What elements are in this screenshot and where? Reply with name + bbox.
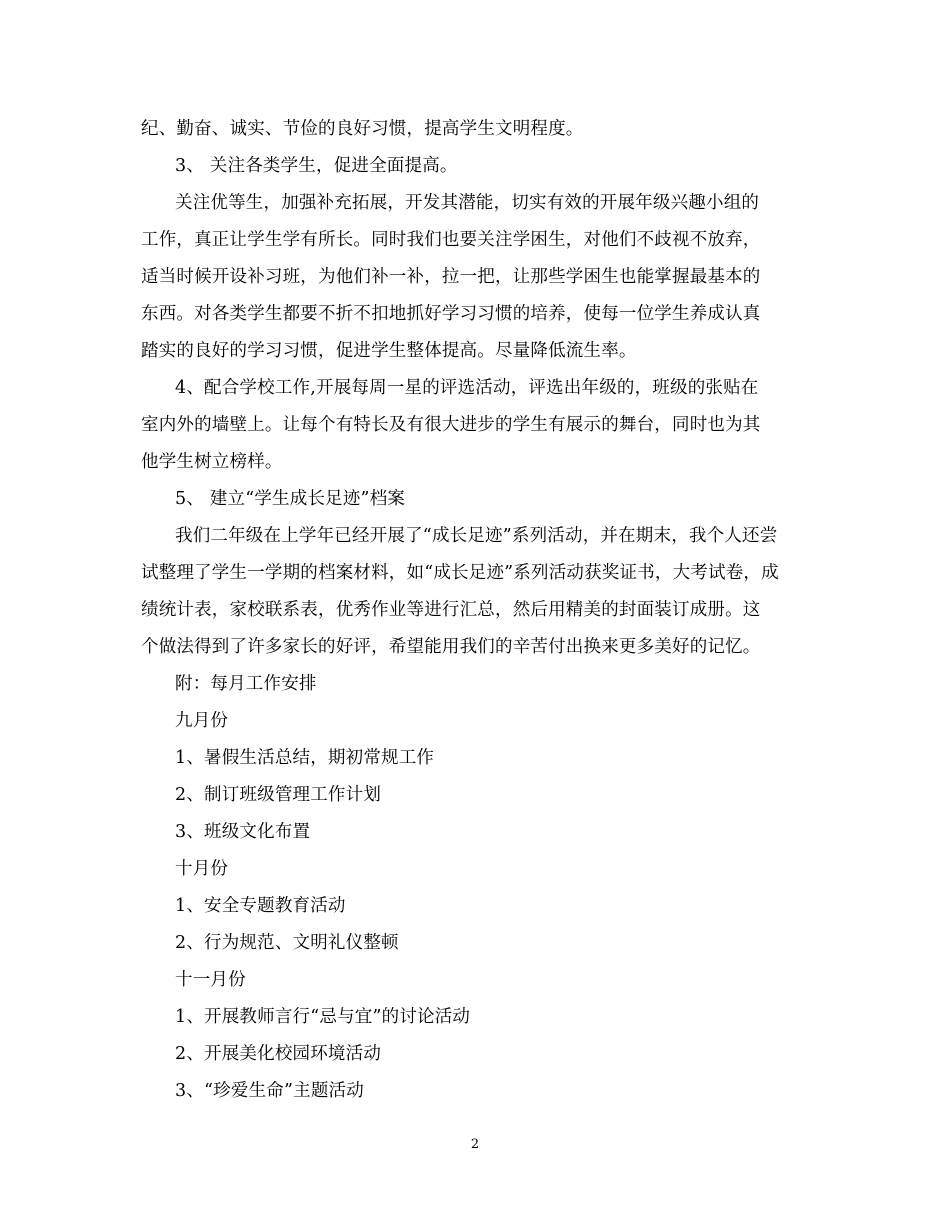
text-line: 九月份	[175, 711, 229, 731]
text-line: 工作，真正让学生学有所长。同时我们也要关注学困生，对他们不歧视不放弃，	[141, 230, 761, 250]
text-line: 我们二年级在上学年已经开展了“成长足迹”系列活动，并在期末，我个人还尝	[175, 526, 778, 546]
text-line: 5、 建立“学生成长足迹”档案	[175, 489, 406, 509]
text-line: 2、开展美化校园环境活动	[175, 1044, 382, 1064]
text-line: 1、暑假生活总结，期初常规工作	[175, 748, 435, 768]
text-line: 试整理了学生一学期的档案材料，如“成长足迹”系列活动获奖证书，大考试卷，成	[141, 563, 779, 583]
text-line: 踏实的良好的学习习惯，促进学生整体提高。尽量降低流生率。	[141, 341, 637, 361]
text-line: 3、“珍爱生命”主题活动	[175, 1081, 364, 1101]
text-line: 1、安全专题教育活动	[175, 896, 346, 916]
text-line: 3、 关注各类学生，促进全面提高。	[175, 156, 458, 176]
text-line: 3、班级文化布置	[175, 822, 311, 842]
text-line: 1、开展教师言行“忌与宜”的讨论活动	[175, 1007, 471, 1027]
text-line: 东西。对各类学生都要不折不扣地抓好学习习惯的培养，使每一位学生养成认真	[141, 304, 761, 324]
text-line: 附：每月工作安排	[175, 674, 317, 694]
text-line: 十一月份	[175, 970, 246, 990]
text-line: 室内外的墙壁上。让每个有特长及有很大进步的学生有展示的舞台，同时也为其	[141, 415, 761, 435]
text-line: 绩统计表，家校联系表，优秀作业等进行汇总，然后用精美的封面装订成册。这	[141, 600, 761, 620]
text-line: 个做法得到了许多家长的好评，希望能用我们的辛苦付出换来更多美好的记忆。	[141, 637, 761, 657]
text-line: 他学生树立榜样。	[141, 452, 283, 472]
text-line: 十月份	[175, 859, 229, 879]
text-line: 纪、勤奋、诚实、节俭的良好习惯，提高学生文明程度。	[141, 119, 584, 139]
page-number: 2	[470, 1137, 480, 1152]
text-line: 2、制订班级管理工作计划	[175, 785, 382, 805]
document-body	[141, 111, 816, 1110]
text-line: 关注优等生，加强补充拓展，开发其潜能，切实有效的开展年级兴趣小组的	[175, 193, 760, 213]
text-line: 2、行为规范、文明礼仪整顿	[175, 933, 399, 953]
text-line: 4、配合学校工作,开展每周一星的评选活动，评选出年级的，班级的张贴在	[175, 378, 759, 398]
text-line: 适当时候开设补习班，为他们补一补，拉一把，让那些学困生也能掌握最基本的	[141, 267, 761, 287]
